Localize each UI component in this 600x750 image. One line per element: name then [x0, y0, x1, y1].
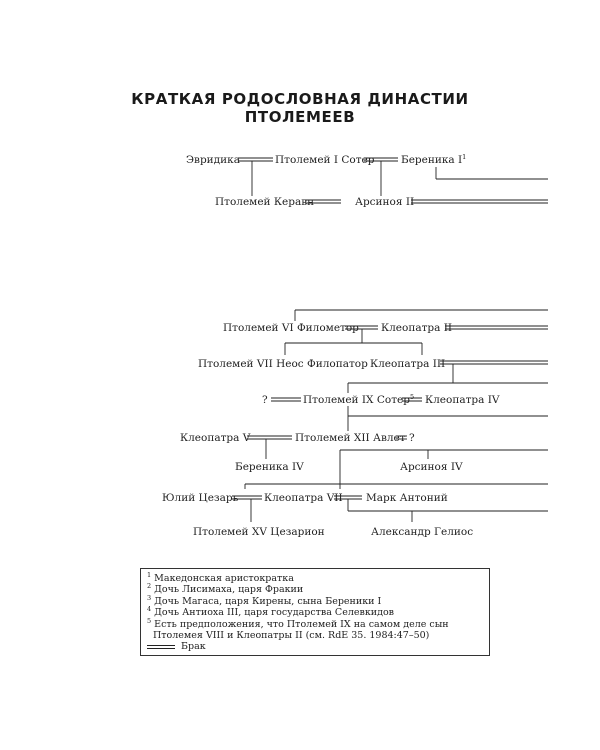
legend-box	[140, 568, 490, 656]
legend-note-3: $^3$ Дочь Магаса, царя Кирены, сына Береники I	[147, 593, 382, 607]
person-unknown-1: ?	[262, 394, 268, 406]
person-arsinoe-iv: Арсиноя IV	[400, 461, 463, 473]
person-evridika: Эвридика	[186, 154, 240, 166]
legend-note-5-continued: Птолемея VIII и Клеопатры II (см. RdE 35. 1984:47–50)	[153, 630, 430, 642]
legend-note-2: $^2$ Дочь Лисимаха, царя Фракии	[147, 582, 304, 596]
legend-note-5: $^5$ Есть предположения, что Птолемей IX на самом деле сын	[147, 616, 449, 630]
person-unknown-2: ?	[409, 432, 415, 444]
legend-note-1: $^1$ Македонская аристократка	[147, 570, 294, 584]
person-mark-antony: Марк Антоний	[366, 492, 448, 504]
legend-note-4: $^4$ Дочь Антиоха III, царя государства Селевкидов	[147, 605, 395, 619]
person-cleopatra-iii: Клеопатра III	[370, 358, 446, 370]
person-ptolemy-keravn: Птолемей Керавн	[215, 196, 315, 208]
chart-title-line-1: КРАТКАЯ РОДОСЛОВНАЯ ДИНАСТИИ	[131, 90, 469, 108]
person-ptolemy-vii: Птолемей VII Неос Филопатор	[198, 358, 368, 370]
person-ptolemy-ix: Птолемей IX Сотер$^5$	[303, 393, 415, 406]
person-ptolemy-xii: Птолемей XII Авлет	[295, 432, 406, 444]
person-arsinoe-ii: Арсиноя II	[355, 196, 415, 208]
person-cleopatra-ii: Клеопатра II	[381, 322, 453, 334]
person-berenice-i: Береника $I^1$	[401, 153, 467, 166]
person-berenice-iv: Береника IV	[235, 461, 304, 473]
person-ptolemy-i: Птолемей I Сотер	[275, 154, 375, 166]
marriage-symbol	[147, 645, 175, 649]
legend-marriage: Брак	[147, 641, 489, 652]
person-alexander-helios: Александр Гелиос	[371, 526, 474, 538]
person-cleopatra-iv: Клеопатра IV	[425, 394, 500, 406]
person-ptolemy-vi: Птолемей VI Филометор	[223, 322, 359, 334]
person-caesarion: Птолемей XV Цезарион	[193, 526, 325, 538]
person-cleopatra-v: Клеопатра V	[180, 432, 251, 444]
person-cleopatra-vii: Клеопатра VII	[264, 492, 343, 504]
chart-title-line-2: ПТОЛЕМЕЕВ	[244, 108, 356, 126]
person-julius-caesar: Юлий Цезарь	[162, 492, 239, 504]
